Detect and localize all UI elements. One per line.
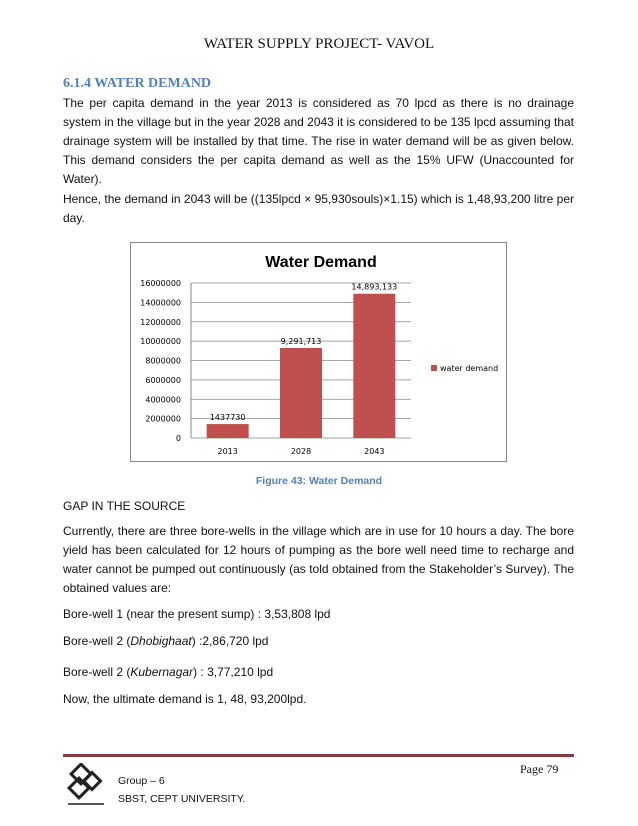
group-label: Group – 6: [118, 775, 165, 787]
data-label: 14,893,133: [351, 282, 398, 292]
bar-2043: [353, 294, 395, 438]
legend-swatch: [431, 365, 437, 371]
y-tick-label: 16000000: [140, 279, 181, 288]
bar-2028: [280, 348, 322, 438]
section-heading: 6.1.4 WATER DEMAND: [63, 76, 212, 91]
text: ) :2,86,720 lpd: [191, 634, 269, 648]
text: Bore-well 2 (: [63, 665, 131, 679]
y-tick-label: 10000000: [140, 337, 181, 347]
org-label: SBST, CEPT UNIVERSITY.: [118, 793, 246, 805]
university-logo-icon: [66, 763, 106, 809]
ultimate-demand: Now, the ultimate demand is 1, 48, 93,200lpd.: [63, 692, 307, 706]
borewell-1: Bore-well 1 (near the present sump) : 3,53,808 lpd: [63, 607, 331, 621]
bar-2013: [207, 424, 249, 438]
data-label: 1437730: [209, 413, 246, 423]
y-tick-label: 14000000: [140, 298, 181, 308]
page-header: WATER SUPPLY PROJECT- VAVOL: [203, 36, 435, 52]
footer-group: [118, 772, 245, 808]
place-name: Dhobighaat: [130, 634, 192, 648]
x-tick-label: 2013: [217, 447, 238, 456]
paragraph: The per capita demand in the year 2013 is considered as 70 lpcd as there is no drainage system in the village but in the year 2028 and 2043 it is considered to be 135 lpcd assuming that drainage system will be installed by that time. The rise in water demand will be as given below. This demand considers the per capita demand as well as the 15% UFW (Unaccounted for Water).: [63, 96, 574, 186]
paragraph: Currently, there are three bore-wells in the village which are in use for 10 hours a day. The bore yield has been calculated for 12 hours of pumping as the bore well need time to recharge and water cannot be pumped out continuously (as told obtained from the Stakeholder’s Survey). The obtained values are:: [63, 524, 574, 595]
gap-heading: GAP IN THE SOURCE: [63, 499, 186, 513]
x-tick-label: 2028: [290, 447, 312, 456]
text: Bore-well 2 (: [63, 634, 131, 648]
paragraph: Hence, the demand in 2043 will be ((135lpcd × 95,930souls)×1.15) which is 1,48,93,200 litre per day.: [63, 192, 574, 225]
y-tick-label: 6000000: [145, 375, 181, 385]
data-label: 9,291,713: [280, 336, 322, 346]
chart-title: Water Demand: [265, 254, 377, 271]
chart-container: [130, 242, 507, 462]
x-tick-label: 2043: [364, 447, 385, 456]
y-tick-label: 8000000: [145, 356, 181, 366]
y-tick-label: 0: [175, 434, 181, 443]
y-tick-label: 12000000: [140, 317, 181, 327]
y-tick-label: 2000000: [145, 414, 181, 424]
water-demand-chart: [131, 243, 506, 461]
page-number: Page 79: [520, 762, 559, 776]
borewell-3: [63, 663, 574, 682]
borewell-2: [63, 632, 574, 651]
legend-label: water demand: [440, 364, 499, 373]
y-tick-label: 4000000: [145, 395, 181, 405]
text: ) : 3,77,210 lpd: [193, 665, 274, 679]
footer-divider: [63, 754, 574, 757]
figure-caption: Figure 43: Water Demand: [255, 475, 383, 487]
place-name: Kubernagar: [130, 665, 194, 679]
